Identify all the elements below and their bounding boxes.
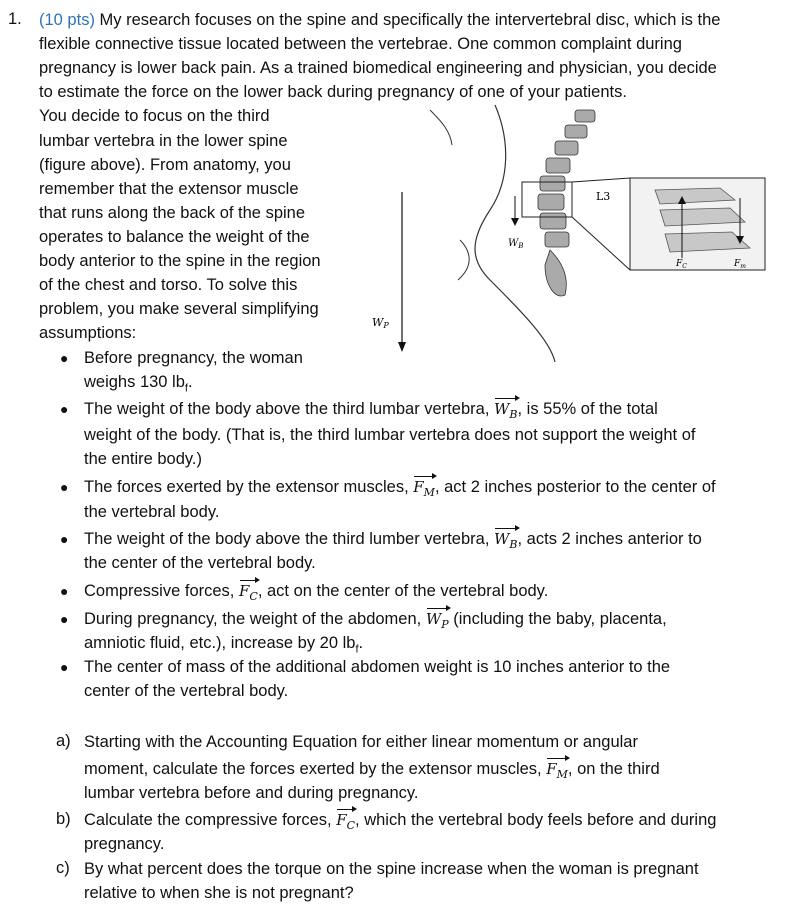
bullet-dot: ● bbox=[60, 479, 69, 495]
bullet-2-line-3: the entire body.) bbox=[84, 450, 203, 468]
bullet-dot: ● bbox=[60, 611, 69, 627]
bullet-7-line-2: center of the vertebral body. bbox=[84, 682, 289, 700]
bullet-dot: ● bbox=[60, 401, 69, 417]
spine-figure bbox=[360, 100, 790, 365]
bullet-6-line-1: During pregnancy, the weight of the abdomen, $W_P$ (including the baby, placenta, bbox=[84, 608, 667, 636]
part-c-label: c) bbox=[56, 859, 70, 877]
side-line: problem, you make several simplifying bbox=[39, 300, 319, 318]
side-line: of the chest and torso. To solve this bbox=[39, 276, 298, 294]
intro-line-4: to estimate the force on the lower back during pregnancy of one of your patients. bbox=[39, 83, 627, 101]
side-line: remember that the extensor muscle bbox=[39, 180, 299, 198]
part-a-line-1: Starting with the Accounting Equation for either linear momentum or angular bbox=[84, 733, 638, 751]
wb-label: $W_B$ bbox=[508, 238, 524, 250]
side-line: lumbar vertebra in the lower spine bbox=[39, 132, 288, 150]
fc-label: $F_C$ bbox=[676, 259, 687, 270]
bullet-2-line-2: weight of the body. (That is, the third lumbar vertebra does not support the weight of bbox=[84, 426, 696, 444]
part-a-line-3: lumbar vertebra before and during pregnancy. bbox=[84, 784, 419, 802]
bullet-dot: ● bbox=[60, 350, 69, 366]
intro-line-1: (10 pts) My research focuses on the spine and specifically the intervertebral disc, which is the bbox=[39, 11, 721, 29]
intro-line-3: pregnancy is lower back pain. As a trained biomedical engineering and physician, you decide bbox=[39, 59, 717, 77]
bullet-4-line-1: The weight of the body above the third lumber vertebra, $W_B$, acts 2 inches anterior to bbox=[84, 528, 702, 556]
side-line: assumptions: bbox=[39, 324, 137, 342]
bullet-1-line-1: Before pregnancy, the woman bbox=[84, 349, 303, 367]
bullet-3-line-2: the vertebral body. bbox=[84, 503, 220, 521]
l3-label: L3 bbox=[596, 190, 611, 203]
bullet-2-line-1: The weight of the body above the third lumbar vertebra, $W_B$, is 55% of the total bbox=[84, 398, 658, 426]
side-line: You decide to focus on the third bbox=[39, 107, 270, 125]
bullet-5-line-1: Compressive forces, $F_C$, act on the center of the vertebral body. bbox=[84, 580, 548, 608]
part-b-line-2: pregnancy. bbox=[84, 835, 165, 853]
part-a-line-2: moment, calculate the forces exerted by the extensor muscles, $F_M$, on the third bbox=[84, 758, 660, 786]
fm-label: $F_m$ bbox=[734, 259, 746, 270]
side-line: operates to balance the weight of the bbox=[39, 228, 310, 246]
side-line: that runs along the back of the spine bbox=[39, 204, 306, 222]
part-b-label: b) bbox=[56, 810, 71, 828]
side-line: (figure above). From anatomy, you bbox=[39, 156, 291, 174]
bullet-7-line-1: The center of mass of the additional abdomen weight is 10 inches anterior to the bbox=[84, 658, 671, 676]
bullet-dot: ● bbox=[60, 583, 69, 599]
part-a-label: a) bbox=[56, 732, 71, 750]
part-c-line-1: By what percent does the torque on the spine increase when the woman is pregnant bbox=[84, 860, 699, 878]
side-line: body anterior to the spine in the region bbox=[39, 252, 321, 270]
bullet-6-line-2: amniotic fluid, etc.), increase by 20 $lb_f$. bbox=[84, 634, 364, 656]
arm-outline bbox=[458, 240, 469, 280]
wp-label: WP bbox=[372, 316, 389, 330]
bullet-dot: ● bbox=[60, 659, 69, 675]
spine-column bbox=[538, 110, 595, 296]
bullet-4-line-2: the center of the vertebral body. bbox=[84, 554, 316, 572]
bullet-3-line-1: The forces exerted by the extensor muscles, $F_M$, act 2 inches posterior to the center of bbox=[84, 476, 716, 504]
question-number: 1. bbox=[8, 10, 22, 28]
torso-outline bbox=[475, 105, 555, 362]
points-label: (10 pts) bbox=[39, 11, 95, 29]
bullet-dot: ● bbox=[60, 531, 69, 547]
part-b-line-1: Calculate the compressive forces, $F_C$, which the vertebral body feels before and during bbox=[84, 809, 716, 837]
breast-outline bbox=[430, 110, 452, 145]
part-c-line-2: relative to when she is not pregnant? bbox=[84, 884, 354, 902]
intro-line-2: flexible connective tissue located between the vertebrae. One common complaint during bbox=[39, 35, 682, 53]
bullet-1-line-2: weighs 130 $lb_f$. bbox=[84, 373, 193, 395]
